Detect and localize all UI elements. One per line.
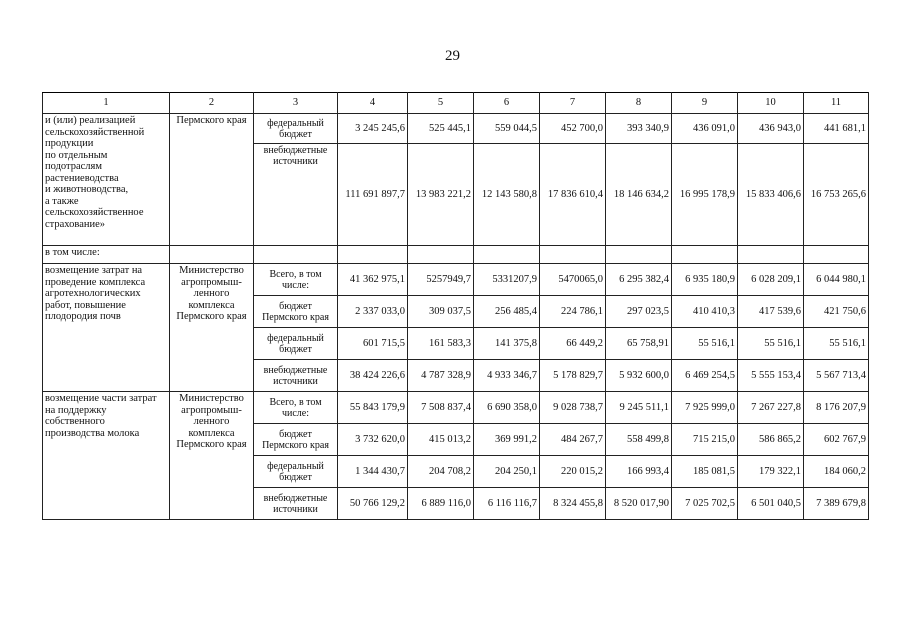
value-cell: 436 943,0 [738,114,804,144]
value-cell: 55 843 179,9 [338,392,408,424]
value-cell: 6 935 180,9 [672,264,738,296]
row-executor: Министерство агропромыш-ленного комплекса Пермского края [170,264,254,392]
value-cell: 166 993,4 [606,456,672,488]
column-header: 2 [170,93,254,114]
funding-source: федеральный бюджет [254,328,338,360]
value-cell: 38 424 226,6 [338,360,408,392]
value-cell: 525 445,1 [408,114,474,144]
value-cell: 7 508 837,4 [408,392,474,424]
value-cell: 558 499,8 [606,424,672,456]
value-cell: 16 995 178,9 [672,144,738,246]
funding-source: Всего, в том числе: [254,264,338,296]
row-title: возмещение затрат на проведение комплекса агротехнологических работ, повышение плодородия почв [43,264,170,392]
value-cell: 586 865,2 [738,424,804,456]
value-cell: 9 245 511,1 [606,392,672,424]
value-cell: 297 023,5 [606,296,672,328]
value-cell: 421 750,6 [804,296,869,328]
column-header: 1 [43,93,170,114]
value-cell: 559 044,5 [474,114,540,144]
funding-source: федеральный бюджет [254,456,338,488]
value-cell: 369 991,2 [474,424,540,456]
empty-cell [606,246,672,264]
value-cell: 8 520 017,90 [606,488,672,520]
column-header: 9 [672,93,738,114]
value-cell: 1 344 430,7 [338,456,408,488]
value-cell: 417 539,6 [738,296,804,328]
value-cell: 3 732 620,0 [338,424,408,456]
value-cell: 5257949,7 [408,264,474,296]
row-title: и (или) реализацией сельскохозяйственной продукции по отдельным подотраслям растениеводства и животноводства, а также сельскохозяйственное страхование» [43,114,170,246]
value-cell: 50 766 129,2 [338,488,408,520]
value-cell: 184 060,2 [804,456,869,488]
value-cell: 7 267 227,8 [738,392,804,424]
empty-cell [408,246,474,264]
value-cell: 161 583,3 [408,328,474,360]
value-cell: 224 786,1 [540,296,606,328]
header-row [43,93,869,114]
funding-source: бюджет Пермского края [254,296,338,328]
funding-source: Всего, в том числе: [254,392,338,424]
value-cell: 111 691 897,7 [338,144,408,246]
column-header: 7 [540,93,606,114]
value-cell: 6 469 254,5 [672,360,738,392]
value-cell: 6 690 358,0 [474,392,540,424]
value-cell: 7 389 679,8 [804,488,869,520]
value-cell: 18 146 634,2 [606,144,672,246]
value-cell: 6 889 116,0 [408,488,474,520]
funding-table [42,92,869,520]
value-cell: 5331207,9 [474,264,540,296]
value-cell: 309 037,5 [408,296,474,328]
value-cell: 5 932 600,0 [606,360,672,392]
funding-source: бюджет Пермского края [254,424,338,456]
value-cell: 41 362 975,1 [338,264,408,296]
column-header: 8 [606,93,672,114]
funding-source: внебюджетные источники [254,488,338,520]
empty-cell [672,246,738,264]
table-row [43,264,869,296]
column-header: 4 [338,93,408,114]
value-cell: 393 340,9 [606,114,672,144]
value-cell: 602 767,9 [804,424,869,456]
value-cell: 5 178 829,7 [540,360,606,392]
column-header: 6 [474,93,540,114]
column-header: 11 [804,93,869,114]
value-cell: 484 267,7 [540,424,606,456]
value-cell: 141 375,8 [474,328,540,360]
funding-source: внебюджетные источники [254,360,338,392]
value-cell: 2 337 033,0 [338,296,408,328]
value-cell: 13 983 221,2 [408,144,474,246]
value-cell: 66 449,2 [540,328,606,360]
value-cell: 6 044 980,1 [804,264,869,296]
row-executor: Министерство агропромыш-ленного комплекса Пермского края [170,392,254,520]
value-cell: 6 116 116,7 [474,488,540,520]
value-cell: 4 787 328,9 [408,360,474,392]
value-cell: 65 758,91 [606,328,672,360]
table-row [43,114,869,144]
value-cell: 17 836 610,4 [540,144,606,246]
value-cell: 3 245 245,6 [338,114,408,144]
value-cell: 601 715,5 [338,328,408,360]
value-cell: 185 081,5 [672,456,738,488]
value-cell: 15 833 406,6 [738,144,804,246]
value-cell: 9 028 738,7 [540,392,606,424]
empty-cell [540,246,606,264]
empty-cell [738,246,804,264]
value-cell: 256 485,4 [474,296,540,328]
row-title: возмещение части затрат на поддержку собственного производства молока [43,392,170,520]
value-cell: 5470065,0 [540,264,606,296]
page-number: 29 [445,48,460,64]
column-header: 5 [408,93,474,114]
funding-source: внебюджетные источники [254,144,338,246]
column-header: 10 [738,93,804,114]
column-header: 3 [254,93,338,114]
funding-source: федеральный бюджет [254,114,338,144]
value-cell: 410 410,3 [672,296,738,328]
value-cell: 7 925 999,0 [672,392,738,424]
value-cell: 204 250,1 [474,456,540,488]
value-cell: 12 143 580,8 [474,144,540,246]
value-cell: 5 567 713,4 [804,360,869,392]
empty-cell [474,246,540,264]
value-cell: 436 091,0 [672,114,738,144]
value-cell: 6 295 382,4 [606,264,672,296]
value-cell: 452 700,0 [540,114,606,144]
empty-cell [170,246,254,264]
value-cell: 6 501 040,5 [738,488,804,520]
value-cell: 16 753 265,6 [804,144,869,246]
empty-cell [804,246,869,264]
value-cell: 55 516,1 [738,328,804,360]
value-cell: 8 324 455,8 [540,488,606,520]
value-cell: 7 025 702,5 [672,488,738,520]
value-cell: 6 028 209,1 [738,264,804,296]
including-label: в том числе: [43,246,170,264]
row-executor: Пермского края [170,114,254,246]
table-row [43,246,869,264]
value-cell: 204 708,2 [408,456,474,488]
value-cell: 4 933 346,7 [474,360,540,392]
table-row [43,392,869,424]
value-cell: 8 176 207,9 [804,392,869,424]
value-cell: 5 555 153,4 [738,360,804,392]
empty-cell [338,246,408,264]
value-cell: 55 516,1 [672,328,738,360]
empty-cell [254,246,338,264]
value-cell: 441 681,1 [804,114,869,144]
value-cell: 415 013,2 [408,424,474,456]
value-cell: 715 215,0 [672,424,738,456]
value-cell: 55 516,1 [804,328,869,360]
value-cell: 220 015,2 [540,456,606,488]
value-cell: 179 322,1 [738,456,804,488]
